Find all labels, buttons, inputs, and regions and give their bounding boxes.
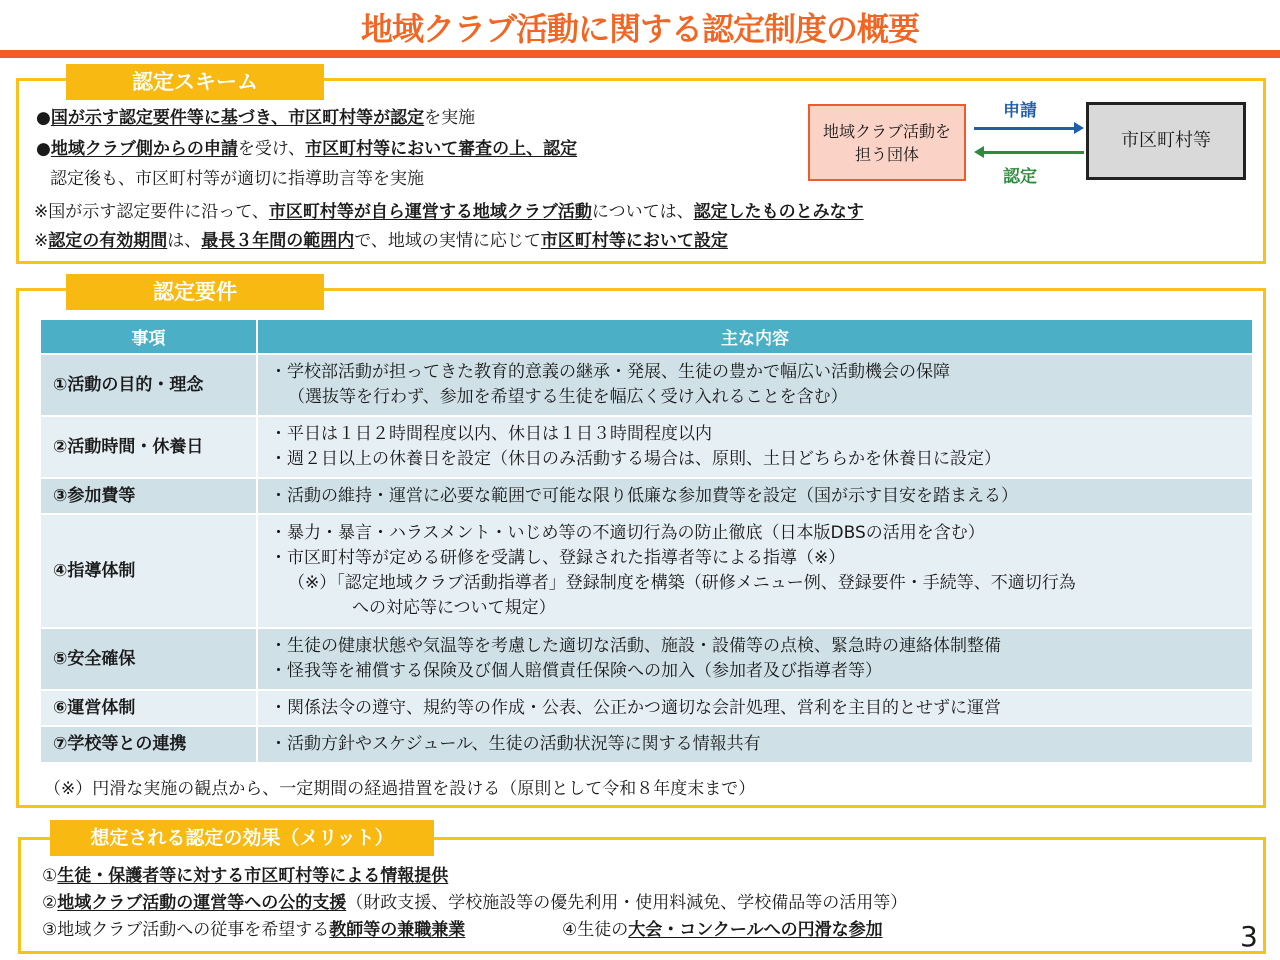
emphasis-text: 教師等の兼職兼業 bbox=[329, 920, 466, 940]
content-line: ・関係法令の遵守、規約等の作成・公表、公正かつ適切な会計処理、営利を主目的とせずに運営 bbox=[270, 697, 1001, 718]
text: を受け、 bbox=[237, 139, 306, 159]
emphasis-text: 認定したものとみなす bbox=[693, 202, 864, 222]
emphasis-text: 認定の有効期間 bbox=[48, 231, 168, 251]
row-content bbox=[257, 416, 1253, 478]
scheme-line-3: 認定後も、市区町村等が適切に指導助言等を実施 bbox=[50, 169, 424, 189]
merit-item-1 bbox=[42, 864, 448, 888]
transition-note: （※）円滑な実施の観点から、一定期間の経過措置を設ける（原則として令和８年度末まで） bbox=[44, 779, 756, 799]
content-line: ・市区町村等が定める研修を受講し、登録された指導者等による指導（※） bbox=[270, 548, 846, 568]
merit-item-3 bbox=[42, 918, 465, 942]
row-content bbox=[257, 690, 1253, 726]
emphasis-text: 国が示す認定要件等に基づき、市区町村等が認定 bbox=[50, 108, 425, 128]
emphasis-text: 大会・コンクールへの円滑な参加 bbox=[628, 920, 883, 940]
scheme-line-4 bbox=[34, 200, 864, 224]
text: ※国が示す認定要件に沿って、 bbox=[34, 202, 269, 222]
scheme-line-2 bbox=[36, 137, 577, 161]
emphasis-text: 市区町村等において設定 bbox=[540, 231, 728, 251]
item-number: ② bbox=[42, 893, 58, 913]
text: ※ bbox=[34, 231, 49, 251]
apply-arrow-icon bbox=[974, 127, 1074, 130]
bullet: ● bbox=[36, 139, 51, 159]
table-header-row bbox=[41, 320, 1253, 354]
apply-label: 申請 bbox=[1003, 101, 1037, 121]
title-divider bbox=[0, 50, 1280, 58]
row-content bbox=[257, 514, 1253, 628]
row-key: ⑥運営体制 bbox=[41, 690, 257, 726]
row-content bbox=[257, 354, 1253, 416]
table-row bbox=[41, 628, 1253, 690]
emphasis-text: 生徒・保護者等に対する市区町村等による情報提供 bbox=[57, 866, 449, 886]
text: （財政支援、学校施設等の優先利用・使用料減免、学校備品等の活用等） bbox=[346, 893, 908, 913]
content-line: への対応等について規定） bbox=[352, 598, 556, 618]
content-line: ・生徒の健康状態や気温等を考慮した適切な活動、施設・設備等の点検、緊急時の連絡体制整備 bbox=[270, 636, 1001, 656]
header-item: 事項 bbox=[41, 320, 257, 354]
scheme-line-5 bbox=[34, 229, 728, 253]
club-organization-box bbox=[808, 104, 966, 181]
certify-arrow-icon bbox=[984, 151, 1084, 154]
content-line: ・学校部活動が担ってきた教育的意義の継承・発展、生徒の豊かで幅広い活動機会の保障 bbox=[270, 362, 950, 382]
emphasis-text: 地域クラブ側からの申請 bbox=[50, 139, 238, 159]
item-number: ④ bbox=[562, 920, 578, 940]
text: 生徒の bbox=[577, 920, 629, 940]
table-row bbox=[41, 726, 1253, 762]
row-key: ③参加費等 bbox=[41, 478, 257, 514]
row-key: ②活動時間・休養日 bbox=[41, 416, 257, 478]
text: 地域クラブ活動への従事を希望する bbox=[57, 920, 330, 940]
municipality-box: 市区町村等 bbox=[1086, 102, 1246, 180]
table-row bbox=[41, 416, 1253, 478]
emphasis-text: 地域クラブ活動の運営等への公的支援 bbox=[57, 893, 347, 913]
table-row bbox=[41, 514, 1253, 628]
content-line: （※）「認定地域クラブ活動指導者」登録制度を構築（研修メニュー例、登録要件・手続等、不適切行為 bbox=[288, 573, 1076, 593]
bullet: ● bbox=[36, 108, 51, 128]
page-number: 3 bbox=[1240, 920, 1258, 953]
content-line: ・暴力・暴言・ハラスメント・いじめ等の不適切行為の防止徹底（日本版DBSの活用を含む） bbox=[270, 523, 985, 543]
row-key: ④指導体制 bbox=[41, 514, 257, 628]
row-content bbox=[257, 478, 1253, 514]
requirements-tab-label: 認定要件 bbox=[66, 274, 324, 310]
scheme-line-1 bbox=[36, 106, 475, 130]
certify-label: 認定 bbox=[1003, 167, 1037, 187]
text: については、 bbox=[591, 202, 694, 222]
merits-tab-label: 想定される認定の効果（メリット） bbox=[50, 820, 434, 856]
page-title: 地域クラブ活動に関する認定制度の概要 bbox=[360, 10, 919, 48]
item-number: ③ bbox=[42, 920, 58, 940]
content-line: ・平日は１日２時間程度以内、休日は１日３時間程度以内 bbox=[270, 424, 712, 444]
table-row bbox=[41, 354, 1253, 416]
content-line: ・活動の維持・運営に必要な範囲で可能な限り低廉な参加費等を設定（国が示す目安を踏まえる） bbox=[270, 485, 1018, 506]
org-box-line: 担う団体 bbox=[854, 145, 919, 164]
item-number: ① bbox=[42, 866, 58, 886]
emphasis-text: 市区町村等において審査の上、認定 bbox=[305, 139, 578, 159]
org-box-line: 地域クラブ活動を bbox=[822, 122, 951, 141]
table-row bbox=[41, 690, 1253, 726]
row-content bbox=[257, 628, 1253, 690]
text: は、 bbox=[167, 231, 202, 251]
content-line: ・週２日以上の休養日を設定（休日のみ活動する場合は、原則、土日どちらかを休養日に設定） bbox=[270, 449, 1001, 469]
content-line: ・活動方針やスケジュール、生徒の活動状況等に関する情報共有 bbox=[270, 734, 761, 754]
emphasis-text: 市区町村等が自ら運営する地域クラブ活動 bbox=[268, 202, 592, 222]
content-line: （選抜等を行わず、参加を希望する生徒を幅広く受け入れることを含む） bbox=[288, 387, 848, 407]
row-key: ⑦学校等との連携 bbox=[41, 726, 257, 762]
merit-item-2 bbox=[42, 891, 907, 915]
content-line: ・怪我等を補償する保険及び個人賠償責任保険への加入（参加者及び指導者等） bbox=[270, 661, 882, 681]
row-content bbox=[257, 726, 1253, 762]
text: を実施 bbox=[424, 108, 476, 128]
text: で、地域の実情に応じて bbox=[354, 231, 541, 251]
requirements-table bbox=[41, 320, 1254, 762]
table-row bbox=[41, 478, 1253, 514]
row-key: ①活動の目的・理念 bbox=[41, 354, 257, 416]
row-key: ⑤安全確保 bbox=[41, 628, 257, 690]
header-content: 主な内容 bbox=[257, 320, 1253, 354]
emphasis-text: 最長３年間の範囲内 bbox=[201, 231, 355, 251]
merit-item-4 bbox=[562, 918, 883, 942]
scheme-tab-label: 認定スキーム bbox=[66, 64, 324, 100]
